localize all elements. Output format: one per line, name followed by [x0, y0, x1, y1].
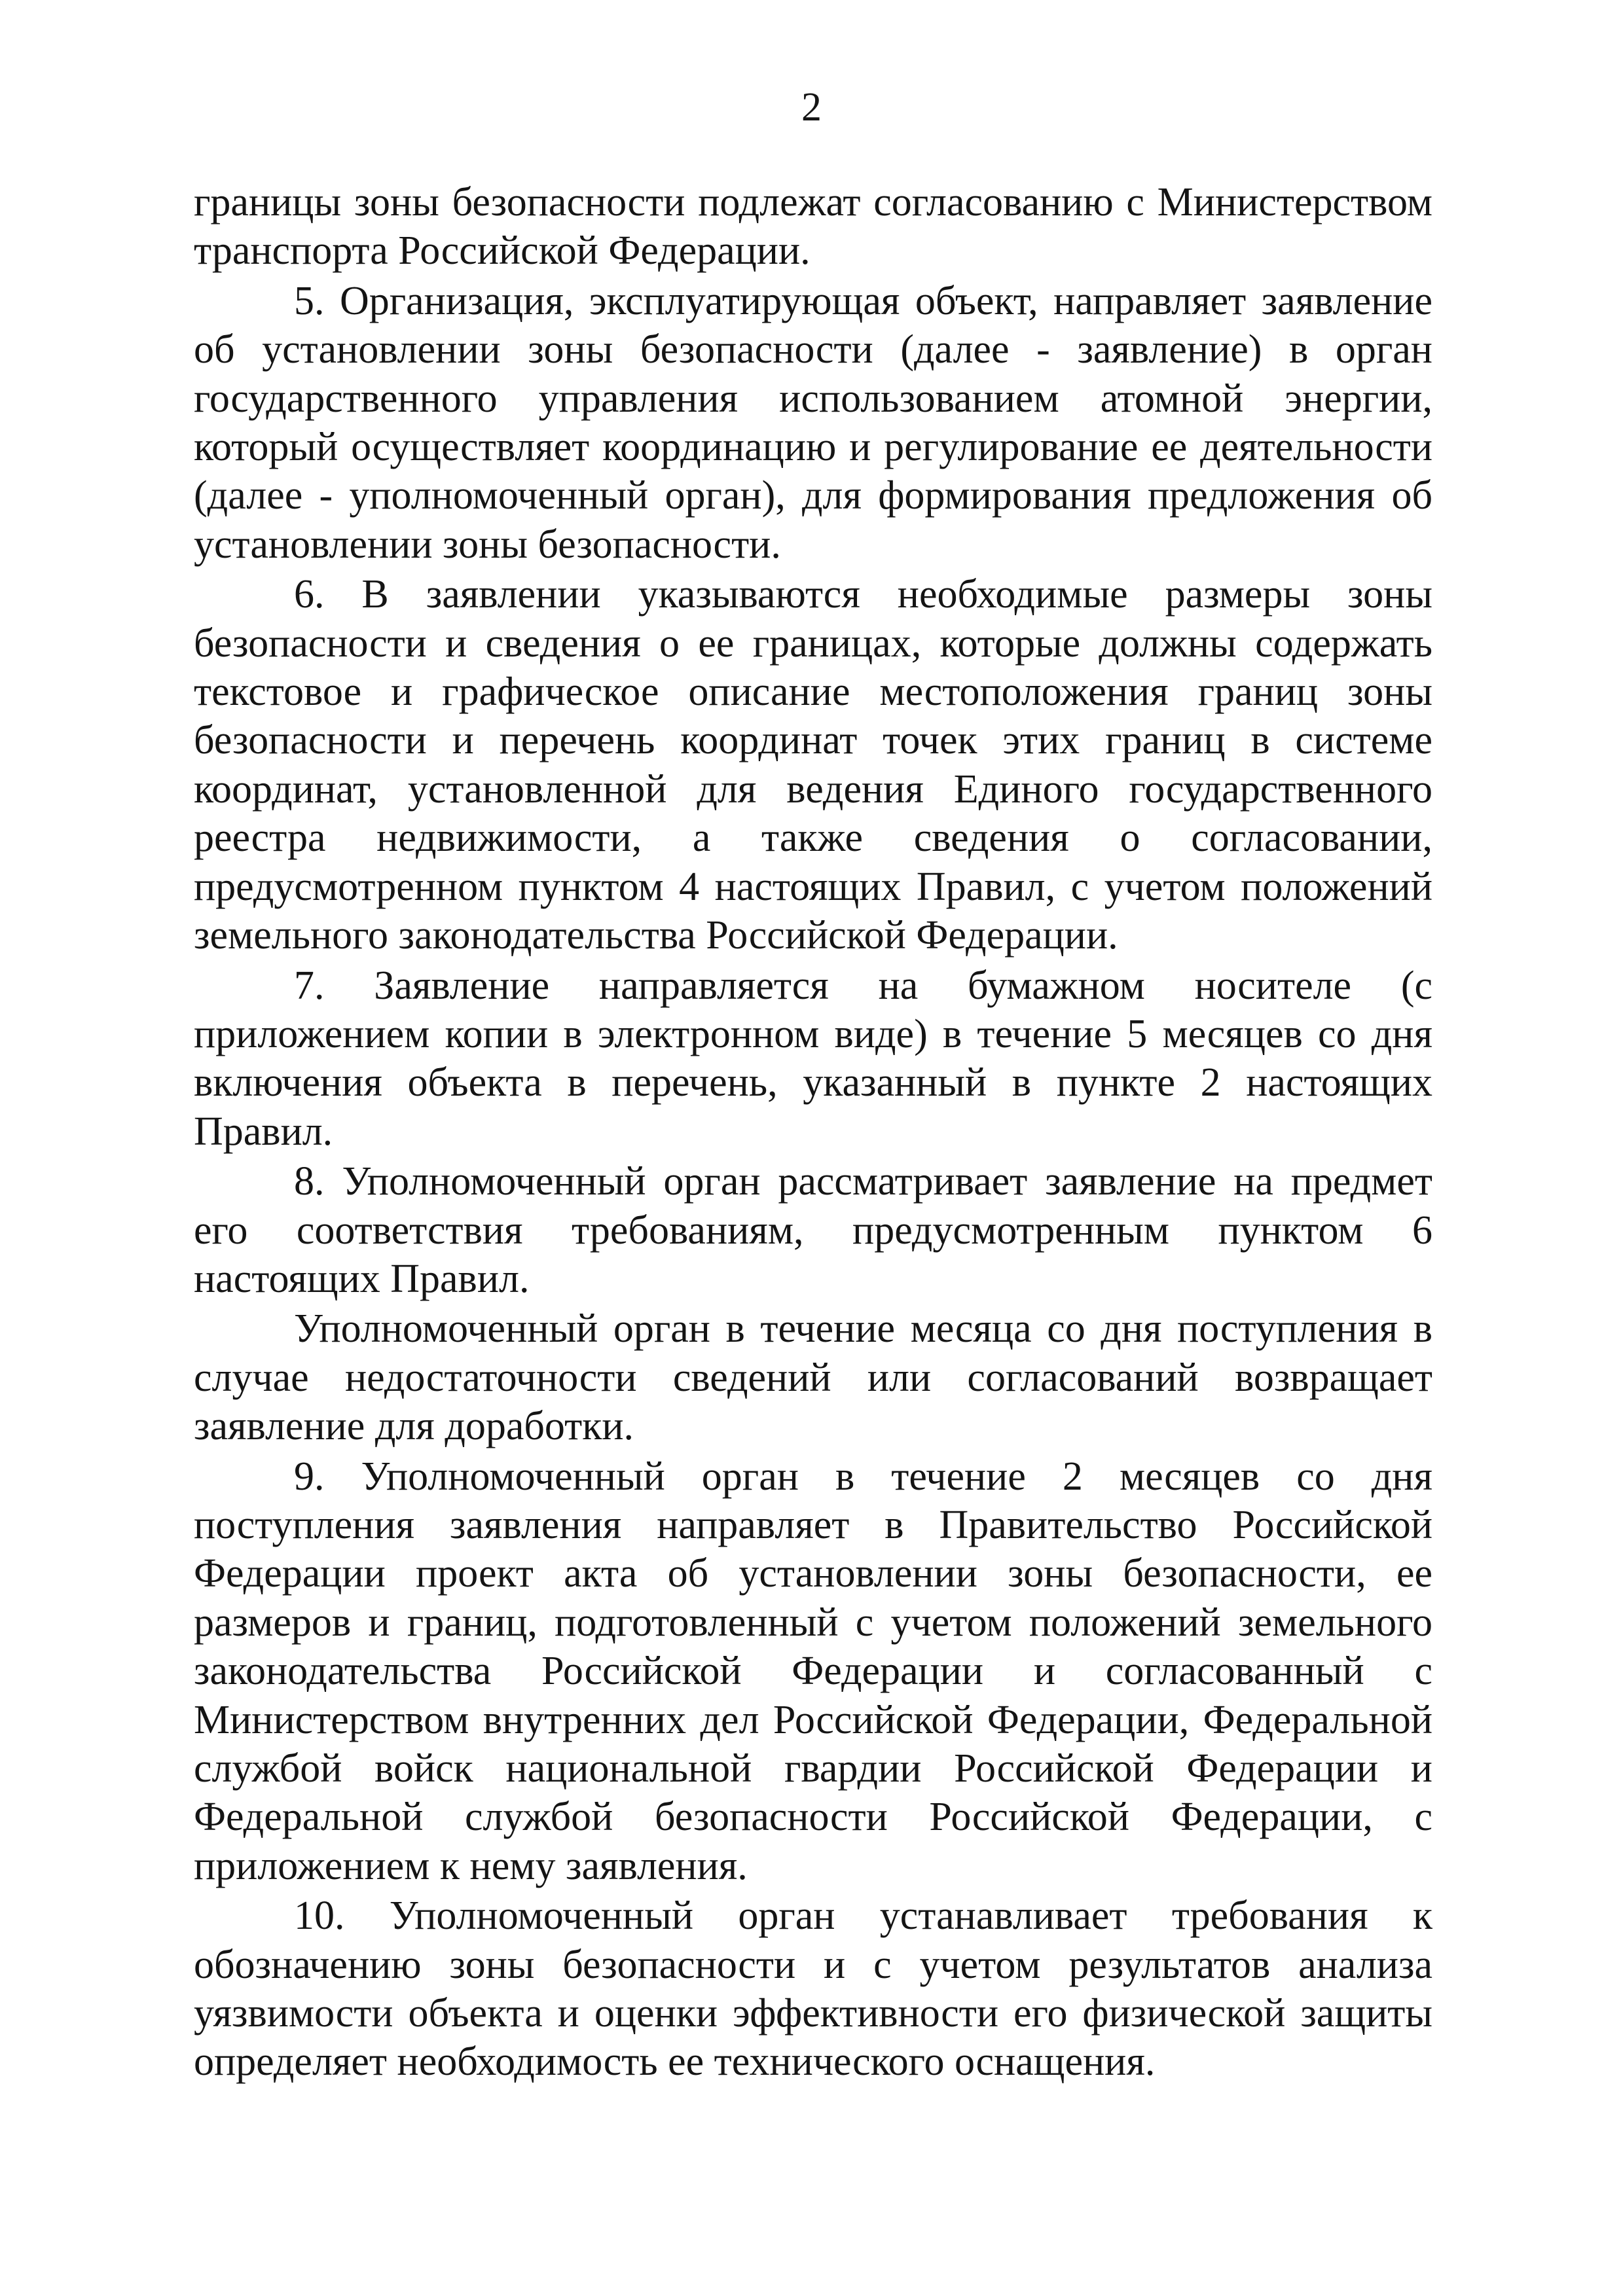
paragraph-item-10: 10. Уполномоченный орган устанавливает требования к обозначению зоны безопасности и с учетом результатов анализа уязвимости объекта и оценки эффективности его физической защиты определяет необходимость ее технического оснащения. — [194, 1893, 1432, 2085]
paragraph-item-6: 6. В заявлении указываются необходимые размеры зоны безопасности и сведения о ее границах, которые должны содержать текстовое и графическое описание местоположения границ зоны безопасности и перечень координат точек этих границ в системе координат, установленной для ведения Единого государственного реестра недвижимости, а также сведения о согласовании, предусмотренном пунктом 4 настоящих Правил, с учетом положений земельного законодательства Российской Федерации. — [194, 572, 1432, 958]
paragraph-item-8: 8. Уполномоченный орган рассматривает заявление на предмет его соответствия требованиям, предусмотренным пунктом 6 настоящих Правил. — [194, 1159, 1432, 1301]
paragraph-item-5: 5. Организация, эксплуатирующая объект, направляет заявление об установлении зоны безопасности (далее - заявление) в орган государственного управления использованием атомной энергии, который осуществляет координацию и регулирование ее деятельности (далее - уполномоченный орган), для формирования предложения об установлении зоны безопасности. — [194, 278, 1432, 567]
paragraph-item-9: 9. Уполномоченный орган в течение 2 месяцев со дня поступления заявления направляет в Правительство Российской Федерации проект акта об установлении зоны безопасности, ее размеров и границ, подготовленный с учетом положений земельного законодательства Российской Федерации и согласованный с Министерством внутренних дел Российской Федерации, Федеральной службой войск национальной гвардии Российской Федерации и Федеральной службой безопасности Российской Федерации, с приложением к нему заявления. — [194, 1454, 1432, 1888]
paragraph-item-7: 7. Заявление направляется на бумажном носителе (с приложением копии в электронном виде) в течение 5 месяцев со дня включения объекта в перечень, указанный в пункте 2 настоящих Правил. — [194, 963, 1432, 1154]
paragraph-continuation: границы зоны безопасности подлежат согласованию с Министерством транспорта Российской Федерации. — [194, 180, 1432, 274]
page-number: 2 — [801, 85, 822, 130]
document-body — [194, 178, 1432, 2088]
paragraph-item-8-continued: Уполномоченный орган в течение месяца со дня поступления в случае недостаточности сведений или согласований возвращает заявление для доработки. — [194, 1306, 1432, 1449]
